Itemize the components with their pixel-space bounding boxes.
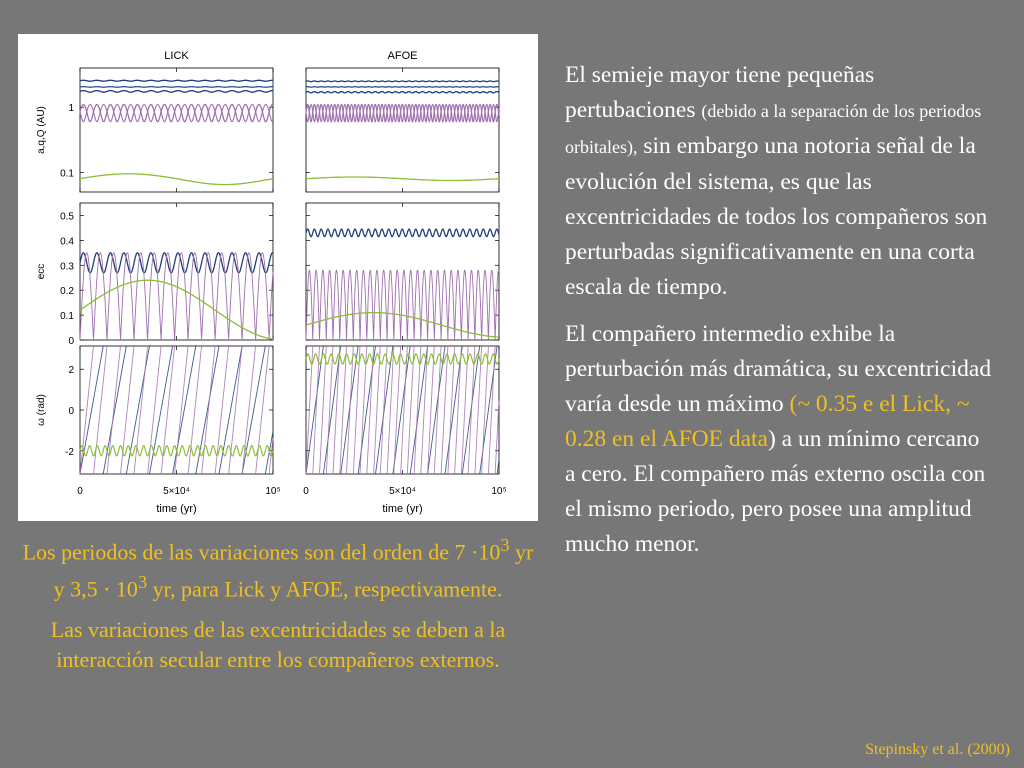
y-tick-label: 0: [68, 336, 74, 347]
series-segment: [414, 346, 421, 474]
series-line: [306, 354, 499, 364]
body-text: [565, 58, 995, 574]
series-segment: [215, 346, 229, 474]
series-segment: [367, 346, 374, 474]
series-line: [306, 313, 499, 338]
series-segment: [380, 346, 387, 474]
body-text-small: (debido a la separación de los periodos orbitales),: [565, 101, 982, 157]
y-tick-label: 0: [68, 406, 74, 417]
series-segment: [475, 346, 482, 474]
series-segment: [353, 346, 360, 474]
exponent: 3: [137, 572, 148, 593]
body-text-run: El compañero intermedio exhibe la perturbación más dramática, su excentricidad varía desde un máximo: [565, 321, 992, 417]
series-segment: [333, 346, 340, 474]
y-axis-label: a,q,Q (AU): [36, 106, 47, 154]
y-tick-label: 0.5: [60, 211, 74, 223]
y-tick-label: 0.2: [60, 286, 74, 298]
caption-text: Los periodos de las variaciones son del orden de: [22, 539, 455, 565]
panel-frame: [80, 203, 273, 340]
series-segment: [421, 346, 428, 474]
series-line: [80, 87, 273, 88]
body-text-run: sin embargo una notoria señal de la evolución del sistema, es que las excentricidades de todos los compañeros son perturbadas significativamente en una corta escala de tiempo.: [565, 133, 988, 300]
body-paragraph-1: [565, 58, 995, 305]
formula-lick: 7 ·10: [454, 539, 501, 565]
series-line: [80, 253, 273, 273]
caption-paragraph-2: Las variaciones de las excentricidades se deben a la interacción secular entre los compañeros externos.: [50, 616, 506, 672]
series-segment: [175, 346, 189, 474]
y-tick-label: 0.4: [60, 236, 74, 248]
series-segment: [434, 346, 441, 474]
y-tick-label: 0.1: [60, 168, 74, 180]
y-axis-label: ω (rad): [36, 394, 47, 426]
series-line: [306, 92, 499, 93]
series-line: [80, 253, 273, 340]
figure: [18, 34, 538, 521]
body-paragraph-2: [565, 317, 995, 562]
y-tick-label: 1: [68, 103, 74, 115]
exponent: 3: [500, 535, 510, 555]
series-segment: [488, 346, 495, 474]
series-line: [306, 105, 499, 122]
series-line: [80, 174, 273, 185]
x-axis-label: time (yr): [156, 503, 197, 515]
series-line: [306, 270, 499, 340]
panel-frame: [306, 203, 499, 340]
series-segment: [374, 346, 381, 474]
series-segment: [107, 346, 121, 474]
x-tick-label: 10⁵: [265, 486, 281, 497]
series-line: [306, 81, 499, 82]
series-line: [306, 87, 499, 88]
orbital-evolution-figure: [18, 34, 538, 521]
caption: [18, 530, 538, 685]
series-line: [306, 229, 499, 236]
series-segment: [313, 346, 320, 474]
y-tick-label: -2: [65, 446, 74, 458]
series-segment: [360, 346, 367, 474]
series-segment: [482, 346, 489, 474]
x-tick-label: 5×10⁴: [163, 486, 190, 497]
series-segment: [126, 346, 149, 474]
y-tick-label: 0.1: [60, 311, 74, 323]
y-axis-label: ecc: [36, 263, 47, 280]
y-tick-label: 0.3: [60, 261, 74, 273]
x-tick-label: 0: [303, 486, 309, 497]
column-title: LICK: [164, 50, 189, 62]
x-tick-label: 10⁵: [491, 486, 507, 497]
series-line: [80, 91, 273, 93]
panel-frame: [306, 346, 499, 474]
x-axis-label: time (yr): [382, 503, 423, 515]
series-line: [80, 80, 273, 81]
x-tick-label: 0: [77, 486, 83, 497]
series-segment: [455, 346, 462, 474]
series-line: [306, 177, 499, 181]
series-segment: [428, 346, 435, 474]
body-text-highlight: (~ 0.35 e el Lick, ~ 0.28 en el AFOE data: [565, 391, 970, 452]
x-tick-label: 5×10⁴: [389, 486, 416, 497]
caption-text: yr, para Lick y AFOE, respectivamente.: [147, 576, 503, 602]
caption-paragraph-1: [18, 530, 538, 605]
series-segment: [347, 346, 354, 474]
citation: Stepinsky et al. (2000): [865, 741, 1010, 758]
column-title: AFOE: [387, 50, 418, 62]
body-text-run: ) a un mínimo cercano a cero. El compañero más externo oscila con el mismo periodo, pero posee una amplitud mucho menor.: [565, 426, 986, 557]
series-segment: [468, 346, 475, 474]
series-segment: [150, 346, 173, 474]
formula-afoe: yr y 3,5 · 10: [53, 539, 534, 602]
series-segment: [394, 346, 401, 474]
y-tick-label: 2: [68, 365, 74, 377]
body-text-run: El semieje mayor tiene pequeñas pertubaciones: [565, 62, 875, 123]
series-segment: [173, 346, 196, 474]
